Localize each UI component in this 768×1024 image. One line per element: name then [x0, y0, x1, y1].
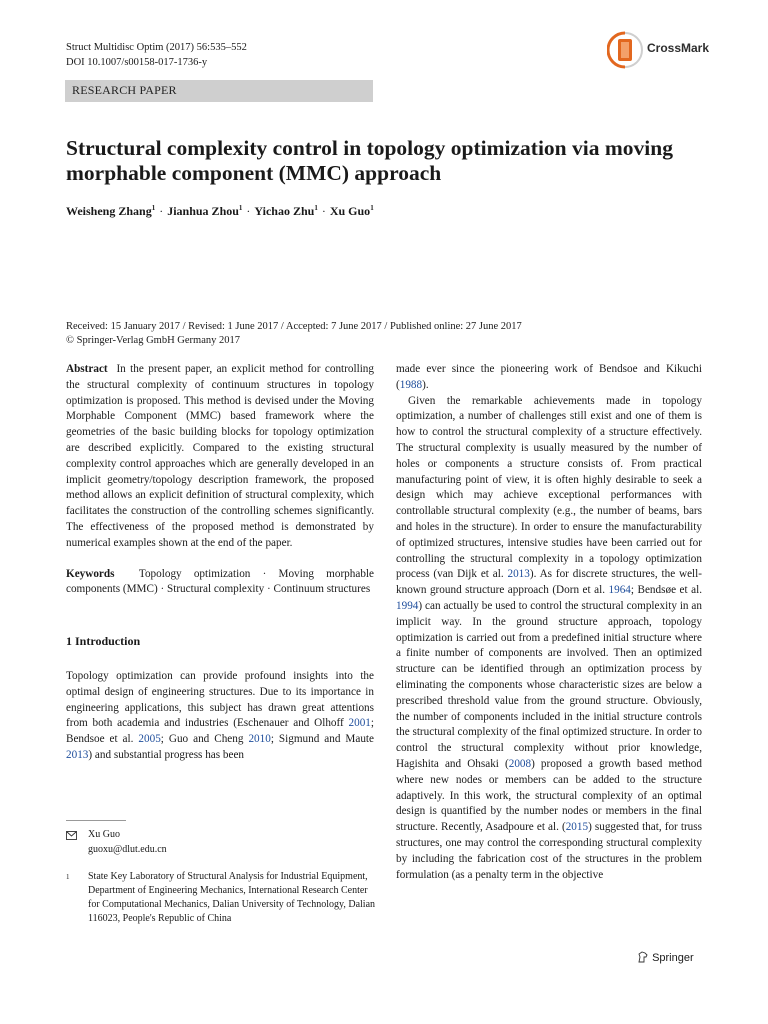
- affiliation-footnote: [66, 870, 376, 926]
- text-run: ) and substantial progress has been: [88, 748, 245, 761]
- keywords-text: Topology optimization · Moving morphable components (MMC) · Structural complexity · Continuum structures: [66, 567, 374, 596]
- author-name[interactable]: Xu Guo: [329, 204, 371, 218]
- copyright-notice: © Springer-Verlag GmbH Germany 2017: [66, 335, 240, 346]
- footnote-divider: [66, 820, 126, 821]
- corresponding-name: Xu Guo: [88, 829, 120, 840]
- citation-link[interactable]: 2015: [565, 821, 589, 834]
- citation-link[interactable]: 1964: [608, 584, 631, 597]
- left-column: [66, 362, 374, 764]
- email-link[interactable]: guoxu@dlut.edu.cn: [88, 844, 167, 855]
- affiliation-number: 1: [66, 873, 70, 881]
- abstract-label: Abstract: [66, 363, 108, 375]
- text-run: Topology optimization can provide profound insights into the optimal design of engineering structures. Due to its importance in engineering applications, this subject has drawn great attentions from both academia and industries (Eschenauer and Olhoff: [66, 669, 374, 730]
- intro-paragraph-2: [396, 394, 702, 884]
- citation-link[interactable]: 1994: [396, 599, 419, 612]
- author-separator: ·: [321, 204, 326, 218]
- section-heading: 1 Introduction: [66, 634, 141, 649]
- citation-link[interactable]: 2005: [138, 733, 161, 746]
- affiliation-marker: 1: [314, 204, 318, 212]
- springer-horse-icon: [637, 951, 649, 963]
- article-type-bar: [65, 80, 373, 102]
- text-run: Given the remarkable achievements made in topology optimization, a number of challenges still exist and one of them is how to control the structural complexity of a structure effectively. The structural complexity is usually measured by the number of holes or components a structure consists of. From practical manufacturing point of view, it is often highly desirable to seek a design which may achieve exceptional performances with controllable structural complexity (e.g., the number of beams, bars and holes in the structure). In order to ensure the manufacturability of optimized structures, intensive studies have been carried out for controlling the structural complexity in a topology optimization process (van Dijk et al.: [396, 394, 702, 581]
- abstract: [66, 362, 374, 552]
- citation-link[interactable]: 2001: [348, 717, 371, 730]
- journal-header: [66, 40, 247, 70]
- citation-link[interactable]: 2013: [66, 748, 89, 761]
- keywords: [66, 567, 374, 599]
- right-column: [396, 362, 702, 883]
- history-dates: Received: 15 January 2017 / Revised: 1 June 2017 / Accepted: 7 June 2017 / Published online: 27 June 2017: [66, 321, 522, 332]
- text-run: ; Sigmund and Maute: [270, 733, 374, 746]
- text-run: ; Guo and Cheng: [160, 733, 249, 746]
- publisher-logo: [637, 951, 694, 964]
- author-name[interactable]: Yichao Zhu: [254, 204, 315, 218]
- envelope-icon: [66, 831, 77, 840]
- keywords-label: Keywords: [66, 567, 115, 580]
- abstract-text: In the present paper, an explicit method for controlling the structural complexity of continuum structures in topology optimization is proposed. This method is devised under the Moving Morphable Component (MMC) based framework where the geometries of the basic building blocks for topology optimization are described explicitly. Compared to the existing structural complexity control approaches which are generally developed in an implicit geometry/topology description framework, the proposed method allows an explicit definition of structural complexity, which facilitates the construction of the controlling schemes significantly. The effectiveness of the proposed method is demonstrated by numerical examples shown at the end of the paper.: [66, 363, 374, 549]
- crossmark-badge[interactable]: [607, 30, 717, 70]
- text-run: ) suggested that, for truss structures, one may control the corresponding structural complexity by including the fabrication cost of the structures in the problem formulation (as a penalty term in the objective: [396, 821, 702, 881]
- author-separator: ·: [159, 204, 164, 218]
- author-separator: ·: [246, 204, 251, 218]
- publisher-name: Springer: [652, 952, 694, 964]
- citation-link[interactable]: 2008: [508, 757, 532, 770]
- text-run: made ever since the pioneering work of Bendsoe and Kikuchi (: [396, 363, 702, 391]
- intro-paragraph: [66, 669, 374, 764]
- citation-link[interactable]: 1988: [399, 378, 423, 391]
- author-name[interactable]: Weisheng Zhang: [66, 204, 152, 218]
- affiliation-marker: 1: [151, 204, 156, 212]
- text-run: ). As for discrete structures, the well-known ground structure approach (Dorn et al.: [396, 568, 702, 597]
- crossmark-icon: [607, 30, 643, 70]
- text-run: ) proposed a growth based method where new nodes or members can be added to the structure adaptively. In this work, the structural complexity of an optimal design is quantified by the number nodes or members in the final structure. Recently, Asadpoure et al. (: [396, 757, 702, 834]
- publication-dates: [66, 320, 522, 348]
- affiliation-marker: 1: [370, 204, 374, 212]
- affiliation-text: State Key Laboratory of Structural Analysis for Industrial Equipment, Department of Engineering Mechanics, International Research Center for Computational Mechanics, Dalian University of Technology, Dalian 116023, People's Republic of China: [88, 871, 376, 924]
- author-name[interactable]: Jianhua Zhou: [167, 204, 239, 218]
- text-run: ; Bendsoe et al.: [66, 717, 374, 746]
- author-list: [66, 204, 374, 219]
- doi[interactable]: DOI 10.1007/s00158-017-1736-y: [66, 57, 208, 68]
- citation-link[interactable]: 2013: [507, 568, 530, 581]
- article-type: RESEARCH PAPER: [72, 83, 177, 97]
- crossmark-label: CrossMark: [647, 41, 710, 55]
- citation-link[interactable]: 2010: [248, 733, 271, 746]
- paper-title: Structural complexity control in topology optimization via moving morphable component (MMC) approach: [66, 136, 673, 185]
- paragraph-continued: [396, 362, 702, 394]
- text-run: ) can actually be used to control the structural complexity in an implicit way. In the ground structure approach, topology optimization is carried out from a predefined initial structure where a finite number of components are involved. Then an optimized structure can be identified through an optimization process by eliminating the components whose characteristic sizes are below a prescribed threshold value from the ground structure. Obviously, the number of components included in the initial structure controls the structural complexity of the final optimized structure. In order to control the structural complexity without prior knowledge, Hagishita and Ohsaki (: [396, 599, 703, 770]
- text-run: ; Bendsøe et al.: [630, 584, 702, 597]
- journal-citation: Struct Multidisc Optim (2017) 56:535–552: [66, 42, 247, 53]
- affiliation-marker: 1: [238, 204, 243, 212]
- text-run: ).: [422, 378, 429, 391]
